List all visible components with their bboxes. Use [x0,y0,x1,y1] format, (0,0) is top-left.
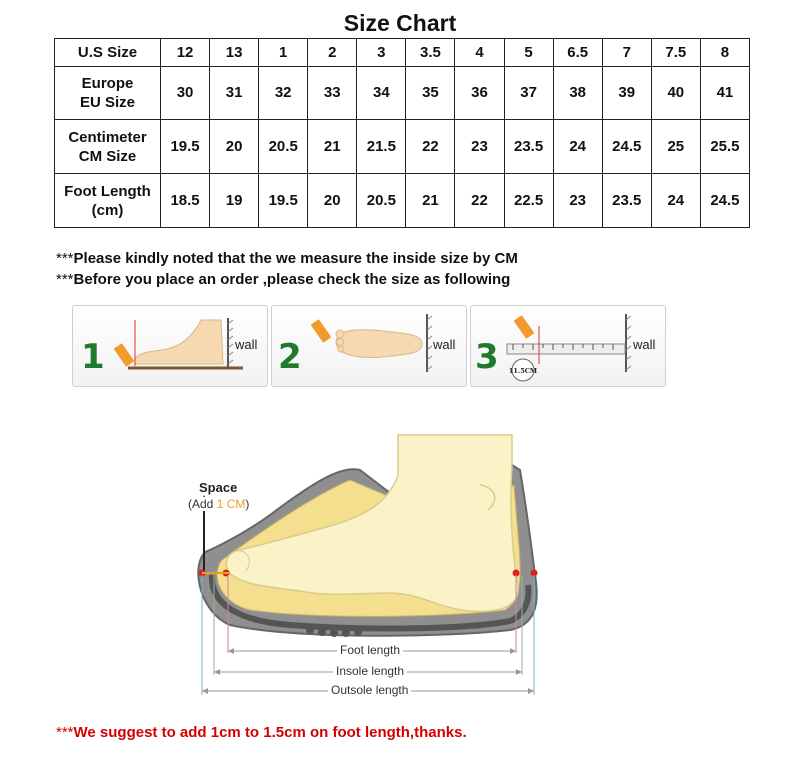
size-cell: 21 [308,120,357,174]
size-cell: 23 [553,174,602,228]
size-cell: 37 [504,66,553,120]
foot-length-label: Foot length [337,643,403,657]
size-cell: 23.5 [504,120,553,174]
size-cell: 19.5 [259,174,308,228]
size-cell: 20.5 [259,120,308,174]
step-1-panel [72,305,268,387]
note-line-2 [56,271,510,288]
step-3-panel [470,305,666,387]
step-number-1: 1 [81,337,105,377]
size-cell: 7 [602,39,651,67]
size-row-label [55,66,161,120]
size-cell: 8 [700,39,749,67]
size-cell: 24.5 [602,120,651,174]
bottom-note-text: We suggest to add 1cm to 1.5cm on foot length,thanks. [73,724,467,741]
bottom-suggestion-note [56,724,467,741]
note-prefix: *** [56,271,74,288]
size-row-label-line: U.S Size [77,43,138,61]
size-cell: 41 [700,66,749,120]
size-table-row [55,66,750,120]
size-cell: 23 [455,120,504,174]
size-row-label [55,120,161,174]
wall-label-3: wall [633,337,656,352]
size-cell: 5 [504,39,553,67]
size-cell: 31 [210,66,259,120]
note-text-1: Please kindly noted that the we measure the inside size by CM [73,250,518,267]
size-row-label-line: Europe [81,74,134,92]
size-cell: 30 [161,66,210,120]
space-add-suffix: ) [245,497,250,511]
size-row-label-line: (cm) [91,201,124,219]
step-2-panel [271,305,467,387]
step-number-3: 3 [475,337,499,377]
size-cell: 24 [651,174,700,228]
size-cell: 23.5 [602,174,651,228]
wall-label-2: wall [433,337,456,352]
size-cell: 19.5 [161,120,210,174]
size-cell: 19 [210,174,259,228]
size-cell: 22.5 [504,174,553,228]
size-cell: 7.5 [651,39,700,67]
size-cell: 25 [651,120,700,174]
size-cell: 12 [161,39,210,67]
wall-label-1: wall [235,337,258,352]
space-add-note [185,497,252,511]
size-cell: 3.5 [406,39,455,67]
size-cell: 21.5 [357,120,406,174]
size-table-row [55,39,750,67]
size-cell: 2 [308,39,357,67]
note-line-1 [56,250,518,267]
size-row-label-line: Centimeter [68,128,147,146]
size-cell: 35 [406,66,455,120]
size-cell: 22 [406,120,455,174]
size-cell: 22 [455,174,504,228]
size-cell: 34 [357,66,406,120]
size-cell: 18.5 [161,174,210,228]
size-cell: 40 [651,66,700,120]
size-cell: 20.5 [357,174,406,228]
size-cell: 39 [602,66,651,120]
size-cell: 6.5 [553,39,602,67]
space-add-prefix: (Add [188,497,217,511]
size-cell: 33 [308,66,357,120]
size-cell: 24 [553,120,602,174]
size-table-row [55,120,750,174]
size-row-label-line: Foot Length [64,182,151,200]
size-cell: 32 [259,66,308,120]
size-row-label [55,174,161,228]
space-title: Space [196,480,240,495]
size-cell: 36 [455,66,504,120]
note-prefix: *** [56,250,74,267]
size-table-row [55,174,750,228]
insole-length-label: Insole length [333,664,407,678]
size-table [54,38,750,228]
size-cell: 13 [210,39,259,67]
size-row-label-line: EU Size [79,93,136,111]
size-cell: 3 [357,39,406,67]
size-cell: 21 [406,174,455,228]
size-row-label [55,39,161,67]
size-cell: 25.5 [700,120,749,174]
step-number-2: 2 [278,337,302,377]
size-cell: 24.5 [700,174,749,228]
ruler-reading: 11.5CM [508,367,538,375]
size-cell: 38 [553,66,602,120]
bottom-note-prefix: *** [56,724,74,741]
size-cell: 1 [259,39,308,67]
size-row-label-line: CM Size [78,147,137,165]
size-cell: 20 [308,174,357,228]
space-add-value: 1 CM [216,497,246,511]
note-text-2: Before you place an order ,please check the size as following [73,271,511,288]
size-cell: 4 [455,39,504,67]
size-chart-title: Size Chart [343,10,457,36]
outsole-length-label: Outsole length [328,683,411,697]
size-cell: 20 [210,120,259,174]
